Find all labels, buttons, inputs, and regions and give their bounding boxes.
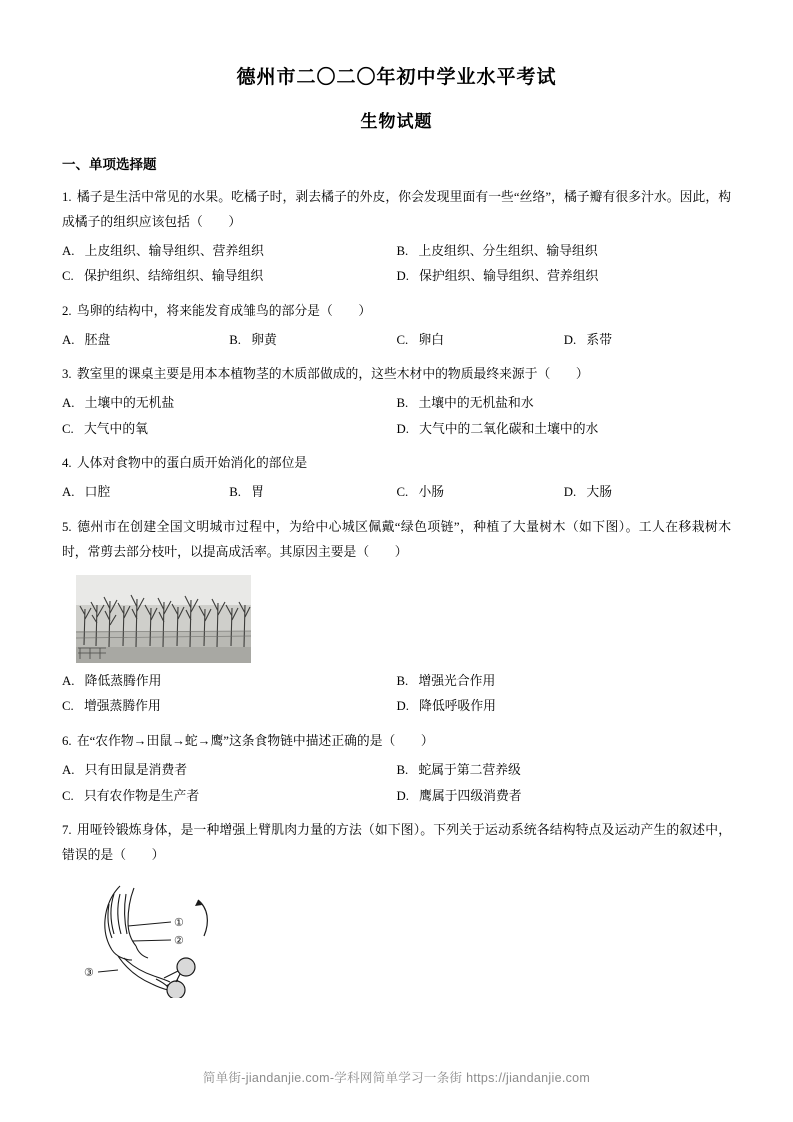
question-stem <box>62 515 731 565</box>
option-label: A. <box>62 396 75 411</box>
question-number: 7. <box>62 823 72 838</box>
option-label: B. <box>396 762 409 777</box>
question-block <box>62 818 731 998</box>
figure-label-1: ① <box>174 917 184 930</box>
option-item[interactable] <box>62 784 397 810</box>
option-label: B. <box>229 485 241 500</box>
option-item[interactable] <box>397 328 564 354</box>
option-row <box>62 480 731 506</box>
option-row <box>62 328 731 354</box>
option-text: 保护组织、结缔组织、输导组织 <box>83 269 264 284</box>
dumbbell-weight-top <box>177 958 195 976</box>
option-item[interactable] <box>62 328 229 354</box>
question-text: 在“农作物→田鼠→蛇→鹰”这条食物链中描述正确的是（ ） <box>76 734 434 749</box>
option-label: A. <box>62 762 75 777</box>
option-label: D. <box>396 788 409 803</box>
question-block <box>62 185 731 290</box>
line-arm-image <box>76 878 251 998</box>
option-row <box>62 784 731 810</box>
option-row <box>62 264 731 290</box>
option-list <box>62 239 731 290</box>
option-item[interactable] <box>397 417 732 443</box>
question-number: 5. <box>62 519 72 534</box>
page-subtitle: 生物试题 <box>360 111 433 131</box>
option-text: 土壤中的无机盐和水 <box>418 396 534 411</box>
figure-label-3: ③ <box>84 967 94 980</box>
option-item[interactable] <box>62 694 397 720</box>
option-label: C. <box>62 699 74 714</box>
option-item[interactable] <box>62 264 397 290</box>
option-text: 保护组织、输导组织、营养组织 <box>419 269 599 284</box>
option-label: A. <box>62 243 75 258</box>
question-block <box>62 515 731 720</box>
question-number: 6. <box>62 734 72 749</box>
question-block <box>62 451 731 506</box>
option-label: B. <box>229 332 241 347</box>
option-list <box>62 758 731 809</box>
option-row <box>62 758 731 784</box>
question-text: 橘子是生活中常见的水果。吃橘子时，剥去橘子的外皮，你会发现里面有一些“丝络”，橘子瓣有很多汁水。因此，构成橘子的组织应该包括（ ） <box>62 189 731 229</box>
option-text: 蛇属于第二营养级 <box>418 762 521 777</box>
option-text: 只有农作物是生产者 <box>83 788 200 803</box>
option-label: C. <box>62 788 74 803</box>
figure-trees <box>76 575 731 663</box>
option-label: C. <box>62 421 74 436</box>
option-item[interactable] <box>564 480 731 506</box>
option-label: B. <box>396 243 409 258</box>
option-item[interactable] <box>62 480 229 506</box>
option-label: A. <box>62 332 75 347</box>
option-text: 大气中的氧 <box>83 421 148 436</box>
option-text: 上皮组织、分生组织、输导组织 <box>418 243 598 258</box>
option-text: 小肠 <box>418 485 445 500</box>
question-block <box>62 299 731 354</box>
figure-arm-dumbbell <box>76 878 731 998</box>
option-text: 卵白 <box>418 332 445 347</box>
question-stem <box>62 362 731 387</box>
photo-trees-image <box>76 575 251 663</box>
option-list <box>62 391 731 442</box>
option-label: A. <box>62 673 75 688</box>
option-text: 口腔 <box>84 485 111 500</box>
option-item[interactable] <box>62 391 397 417</box>
question-number: 2. <box>62 303 72 318</box>
option-text: 增强蒸腾作用 <box>83 699 161 714</box>
option-item[interactable] <box>397 480 564 506</box>
option-label: C. <box>396 332 409 347</box>
option-text: 卵黄 <box>251 332 277 347</box>
option-row <box>62 669 731 695</box>
option-text: 降低呼吸作用 <box>419 699 496 714</box>
question-number: 1. <box>62 189 72 204</box>
option-label: B. <box>396 673 409 688</box>
option-list <box>62 328 731 354</box>
option-text: 胚盘 <box>84 332 111 347</box>
option-text: 增强光合作用 <box>418 673 496 688</box>
option-row <box>62 417 731 443</box>
option-item[interactable] <box>397 264 732 290</box>
option-text: 鹰属于四级消费者 <box>419 788 522 803</box>
option-row <box>62 391 731 417</box>
option-item[interactable] <box>229 480 396 506</box>
option-list <box>62 480 731 506</box>
option-text: 大气中的二氧化碳和土壤中的水 <box>419 421 599 436</box>
question-number: 3. <box>62 367 72 382</box>
dumbbell-weight-bottom <box>167 981 185 998</box>
section-heading: 一、单项选择题 <box>62 157 157 172</box>
option-item[interactable] <box>62 669 397 695</box>
option-item[interactable] <box>397 669 732 695</box>
option-text: 胃 <box>251 485 264 500</box>
question-block <box>62 362 731 442</box>
option-item[interactable] <box>397 758 732 784</box>
option-text: 只有田鼠是消费者 <box>84 762 188 777</box>
question-text: 人体对食物中的蛋白质开始消化的部位是 <box>76 456 308 471</box>
question-stem <box>62 729 731 754</box>
option-row <box>62 694 731 720</box>
option-item[interactable] <box>62 758 397 784</box>
figure-label-2: ② <box>174 935 184 948</box>
option-text: 大肠 <box>586 485 612 500</box>
option-label: D. <box>563 332 577 347</box>
option-label: C. <box>396 485 409 500</box>
question-text: 鸟卵的结构中，将来能发育成雏鸟的部分是（ ） <box>76 303 372 318</box>
question-stem <box>62 818 731 868</box>
option-item[interactable] <box>397 391 732 417</box>
option-text: 降低蒸腾作用 <box>84 673 162 688</box>
question-text: 教室里的课桌主要是用本本植物茎的木质部做成的，这些木材中的物质最终来源于（ ） <box>76 367 589 382</box>
page-title: 德州市二〇二〇年初中学业水平考试 <box>236 67 557 88</box>
question-stem <box>62 451 731 476</box>
question-stem <box>62 185 731 235</box>
option-item[interactable] <box>397 784 732 810</box>
question-text: 德州市在创建全国文明城市过程中，为给中心城区佩戴“绿色项链”，种植了大量树木（如下图）。工人在移栽树木时，常剪去部分枝叶，以提高成活率。其原因主要是（ ） <box>62 519 731 559</box>
option-label: B. <box>396 396 409 411</box>
option-item[interactable] <box>564 328 731 354</box>
question-number: 4. <box>62 456 72 471</box>
option-text: 土壤中的无机盐 <box>84 396 175 411</box>
option-label: D. <box>396 421 409 436</box>
option-label: D. <box>396 269 409 284</box>
option-row <box>62 239 731 265</box>
option-label: C. <box>62 269 74 284</box>
option-label: D. <box>396 699 409 714</box>
option-item[interactable] <box>229 328 396 354</box>
option-list <box>62 669 731 720</box>
option-text: 上皮组织、输导组织、营养组织 <box>84 243 264 258</box>
option-label: A. <box>62 485 75 500</box>
option-item[interactable] <box>397 694 732 720</box>
option-item[interactable] <box>397 239 732 265</box>
question-text: 用哑铃锻炼身体，是一种增强上臂肌肉力量的方法（如下图）。下列关于运动系统各结构特点及运动产生的叙述中，错误的是（ ） <box>62 823 731 863</box>
option-item[interactable] <box>62 417 397 443</box>
footer-watermark: 简单街-jiandanjie.com-学科网简单学习一条街 https://jiandanjie.com <box>202 1071 591 1085</box>
question-block <box>62 729 731 809</box>
question-stem <box>62 299 731 324</box>
option-item[interactable] <box>62 239 397 265</box>
option-text: 系带 <box>586 332 612 347</box>
option-label: D. <box>563 485 577 500</box>
